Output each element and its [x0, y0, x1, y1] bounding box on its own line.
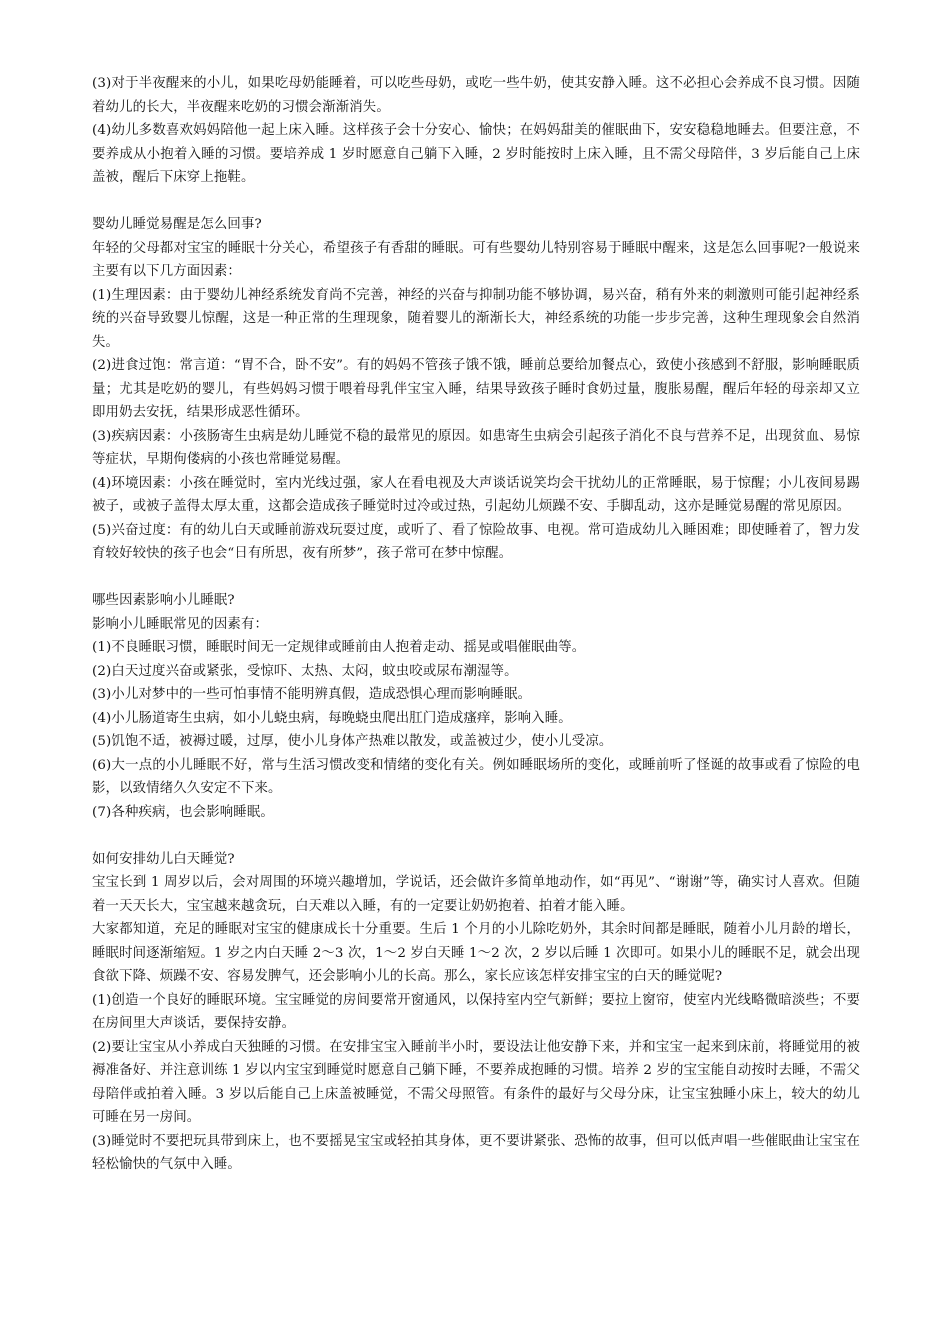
list-item: (5)饥饱不适，被褥过暖，过厚，使小儿身体产热难以散发，或盖被过少，使小儿受凉。: [92, 734, 613, 749]
list-item: (2)白天过度兴奋或紧张，受惊吓、太热、太闷，蚊虫咬或尿布潮湿等。: [92, 663, 518, 679]
paragraph: (3)疾病因素：小孩肠寄生虫病是幼儿睡觉不稳的最常见的原因。如患寄生虫病会引起孩子消化不良与营养不足，出现贫血、易惊等症状，早期佝偻病的小孩也常睡觉易醒。: [92, 428, 860, 467]
paragraph: (2)进食过饱：常言道：“胃不合，卧不安”。有的妈妈不管孩子饿不饿，睡前总要给加餐点心，致使小孩感到不舒服，影响睡眠质量；尤其是吃奶的婴儿，有些妈妈习惯于喂着母乳伴宝宝入睡，结果导致孩子睡时食奶过量，腹胀易醒，醒后年轻的母亲却又立即用奶去安抚，结果形成恶性循环。: [92, 358, 860, 420]
section-night-feeding: [92, 72, 860, 190]
paragraph: (4)环境因素：小孩在睡觉时，室内光线过强，家人在看电视及大声谈话说笑均会干扰幼儿的正常睡眠，易于惊醒；小儿夜间易踢被子，或被子盖得太厚太重，这都会造成孩子睡觉时过冷或过热，引起幼儿烦躁不安、手脚乱动，这亦是睡觉易醒的常见原因。: [92, 475, 860, 514]
paragraph: 影响小儿睡眠常见的因素有：: [92, 616, 269, 632]
paragraph: (2)要让宝宝从小养成白天独睡的习惯。在安排宝宝入睡前半小时，要设法让他安静下来，并和宝宝一起来到床前，将睡觉用的被褥准备好、并注意训练 1 岁以内宝宝到睡觉时愿意自己躺下睡，不要养成抱睡的习惯。培养 2 岁的宝宝能自动按时去睡，不需父母陪伴或拍着入睡。3 岁以后能自己上床盖被睡觉，不需父母照管。有条件的最好与父母分床，让宝宝独睡小床上，较大的幼儿可睡在另一房间。: [92, 1039, 860, 1125]
document-page: [92, 72, 860, 1177]
paragraph: 大家都知道，充足的睡眠对宝宝的健康成长十分重要。生后 1 个月的小儿除吃奶外，其余时间都是睡眠，随着小儿月龄的增长，睡眠时间逐渐缩短。1 岁之内白天睡 2～3 次，1～2 岁白天睡 1～2 次，2 岁以后睡 1 次即可。如果小儿的睡眠不足，就会出现食欲下降、烦躁不安、容易发脾气，还会影响小儿的长高。那么，家长应该怎样安排宝宝的白天的睡觉呢?: [92, 922, 860, 984]
paragraph: 年轻的父母都对宝宝的睡眠十分关心，希望孩子有香甜的睡眠。可有些婴幼儿特别容易于睡眠中醒来，这是怎么回事呢?一般说来主要有以下几方面因素：: [92, 240, 860, 279]
paragraph: 宝宝长到 1 周岁以后，会对周围的环境兴趣增加，学说话，还会做许多简单地动作，如“再见”、“谢谢”等，确实讨人喜欢。但随着一天天长大，宝宝越来越贪玩，白天难以入睡，有的一定要让奶奶抱着、拍着才能入睡。: [92, 875, 860, 914]
section-daytime-nap: [92, 848, 860, 1177]
list-item: (3)小儿对梦中的一些可怕事情不能明辨真假，造成恐惧心理而影响睡眠。: [92, 687, 532, 702]
section-heading: 哪些因素影响小儿睡眠?: [92, 593, 235, 608]
paragraph: (3)睡觉时不要把玩具带到床上，也不要摇晃宝宝或轻拍其身体，更不要讲紧张、恐怖的故事，但可以低声唱一些催眠曲让宝宝在轻松愉快的气氛中入睡。: [92, 1133, 860, 1172]
section-easy-waking: [92, 213, 860, 566]
list-item: (4)小儿肠道寄生虫病，如小儿蛲虫病，每晚蛲虫爬出肛门造成瘙痒，影响入睡。: [92, 710, 572, 726]
list-item: (7)各种疾病，也会影响睡眠。: [92, 804, 274, 820]
section-heading: 如何安排幼儿白天睡觉?: [92, 851, 235, 867]
paragraph: (3)对于半夜醒来的小儿，如果吃母奶能睡着，可以吃些母奶，或吃一些牛奶，使其安静入睡。这不必担心会养成不良习惯。因随着幼儿的长大，半夜醒来吃奶的习惯会渐渐消失。: [92, 76, 860, 115]
paragraph: (1)生理因素：由于婴幼儿神经系统发育尚不完善，神经的兴奋与抑制功能不够协调，易兴奋，稍有外来的刺激则可能引起神经系统的兴奋导致婴儿惊醒，这是一种正常的生理现象，随着婴儿的渐渐长大，神经系统的功能一步步完善，这种生理现象会自然消失。: [92, 287, 860, 350]
paragraph: (5)兴奋过度：有的幼儿白天或睡前游戏玩耍过度，或听了、看了惊险故事、电视。常可造成幼儿入睡困难；即使睡着了，智力发育较好较快的孩子也会“日有所思，夜有所梦”，孩子常可在梦中惊醒。: [92, 522, 860, 561]
list-item: (1)不良睡眠习惯，睡眠时间无一定规律或睡前由人抱着走动、摇晃或唱催眠曲等。: [92, 640, 586, 655]
section-sleep-factors: [92, 589, 860, 824]
paragraph: (1)创造一个良好的睡眠环境。宝宝睡觉的房间要常开窗通风，以保持室内空气新鲜；要拉上窗帘，使室内光线略微暗淡些；不要在房间里大声谈话，要保持安静。: [92, 992, 860, 1031]
list-item: (6)大一点的小儿睡眠不好，常与生活习惯改变和情绪的变化有关。例如睡眠场所的变化，或睡前听了怪诞的故事或看了惊险的电影，以致情绪久久安定不下来。: [92, 757, 860, 796]
section-heading: 婴幼儿睡觉易醒是怎么回事?: [92, 217, 262, 232]
paragraph: (4)幼儿多数喜欢妈妈陪他一起上床入睡。这样孩子会十分安心、愉快；在妈妈甜美的催眠曲下，安安稳稳地睡去。但要注意，不要养成从小抱着入睡的习惯。要培养成 1 岁时愿意自己躺下入睡，2 岁时能按时上床入睡，且不需父母陪伴，3 岁后能自己上床盖被，醒后下床穿上拖鞋。: [92, 123, 860, 185]
